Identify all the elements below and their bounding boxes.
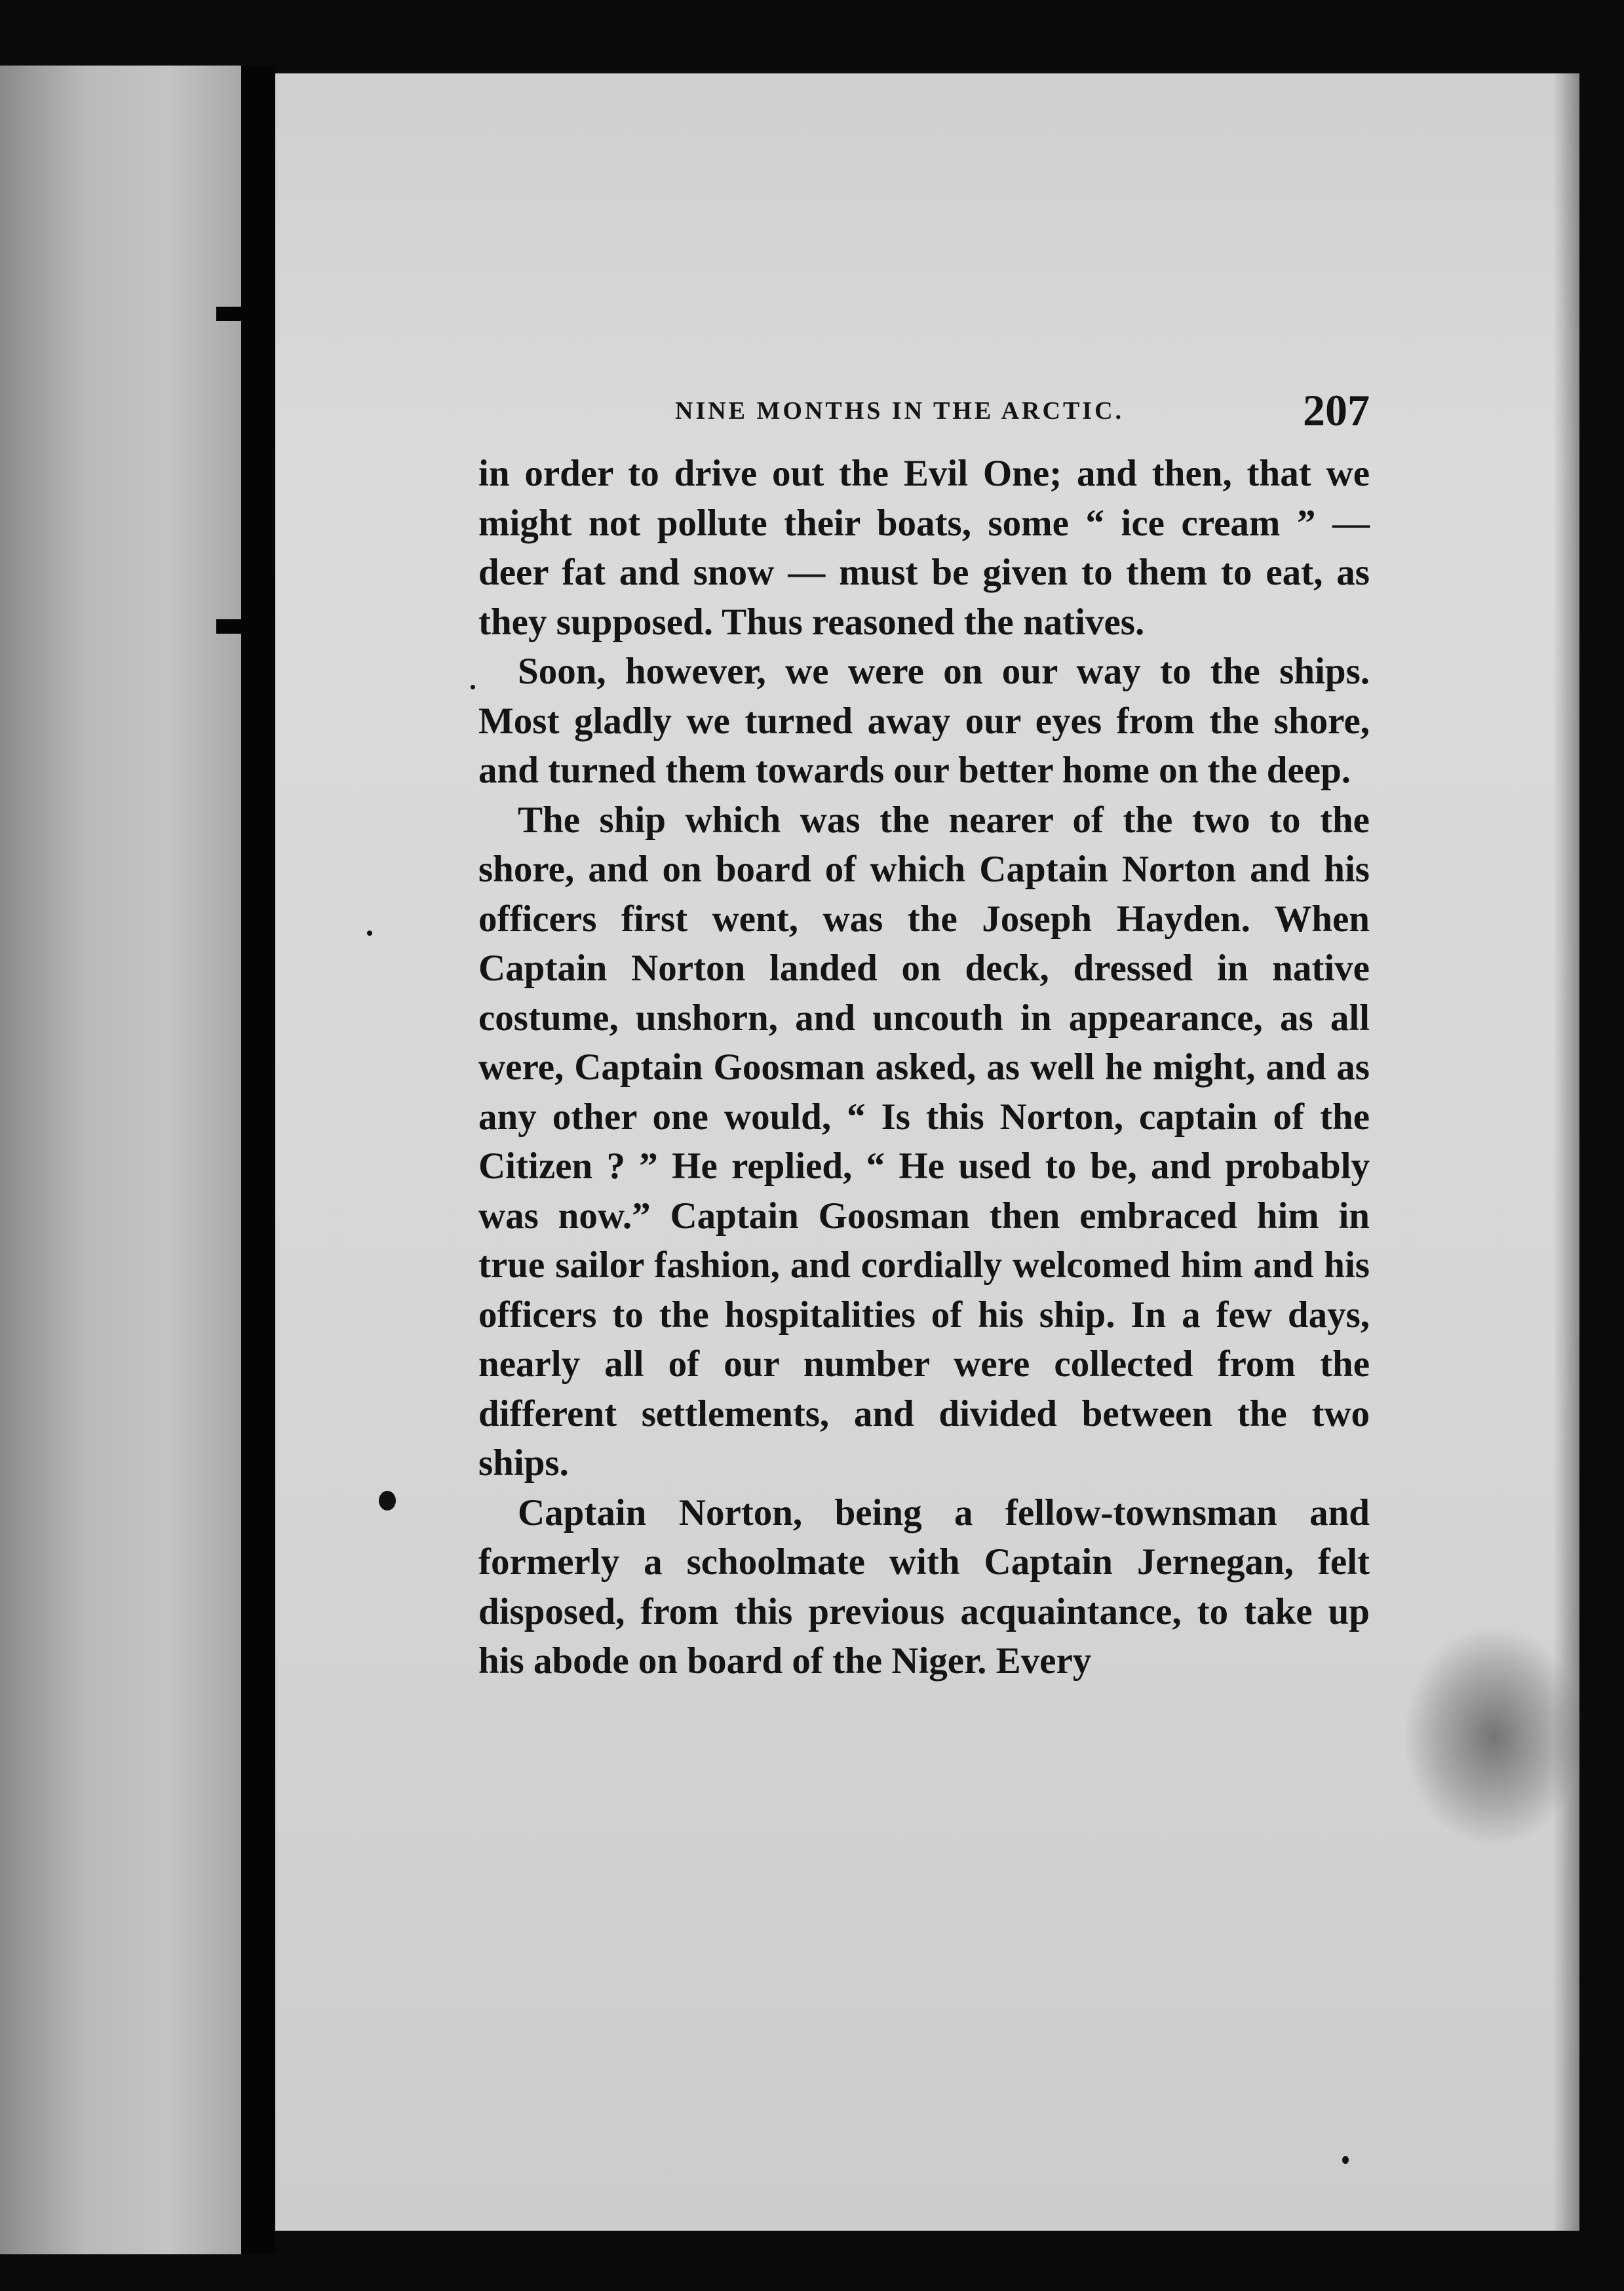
paragraph: in order to drive out the Evil One; and then, that we might not pollute their boats, some “ ice cream ” — deer fat and snow — must be given to them to eat, as they supposed. Thus reasoned the natives. [478,453,1370,643]
page-header [478,383,1370,442]
facing-page-edge [0,66,241,2254]
running-title: NINE MONTHS IN THE ARCTIC. [675,397,1125,425]
paragraph: Captain Norton, being a fellow-townsman and formerly a schoolmate with Captain Jernegan, felt disposed, from this previous acquaintance, to take up his abode on board of the Niger. Every [478,1492,1370,1682]
body-text [478,449,1370,1686]
gutter-tab [216,307,245,321]
ink-speck [1342,2156,1349,2164]
fingerprint-smudge [1402,1625,1586,1848]
paragraph: The ship which was the nearer of the two to the shore, and on board of which Captain Norton and his officers first went, was the Joseph Hayden. When Captain Norton landed on deck, dressed in native costume, unshorn, and uncouth in appearance, as all were, Captain Goosman asked, as well he might, and as any other one would, “ Is this Norton, captain of the Citizen ? ” He replied, “ He used to be, and probably was now.” Captain Goosman then embraced him in true sailor fashion, and cordially welcomed him and his officers to the hospitalities of his ship. In a few days, nearly all of our number were collected from the different settlements, and divided between the two ships. [478,799,1370,1484]
page-number: 207 [1303,385,1370,435]
ink-spot [379,1491,396,1511]
page-content [478,383,1370,1686]
ink-speck [471,685,475,689]
gutter-tab [216,619,245,634]
binding-gutter [241,66,275,2254]
ink-speck [367,931,372,936]
page-edge-shadow [1553,73,1579,2231]
paragraph: Soon, however, we were on our way to the ships. Most gladly we turned away our eyes from the shore, and turned them towards our better home on the deep. [478,651,1370,791]
